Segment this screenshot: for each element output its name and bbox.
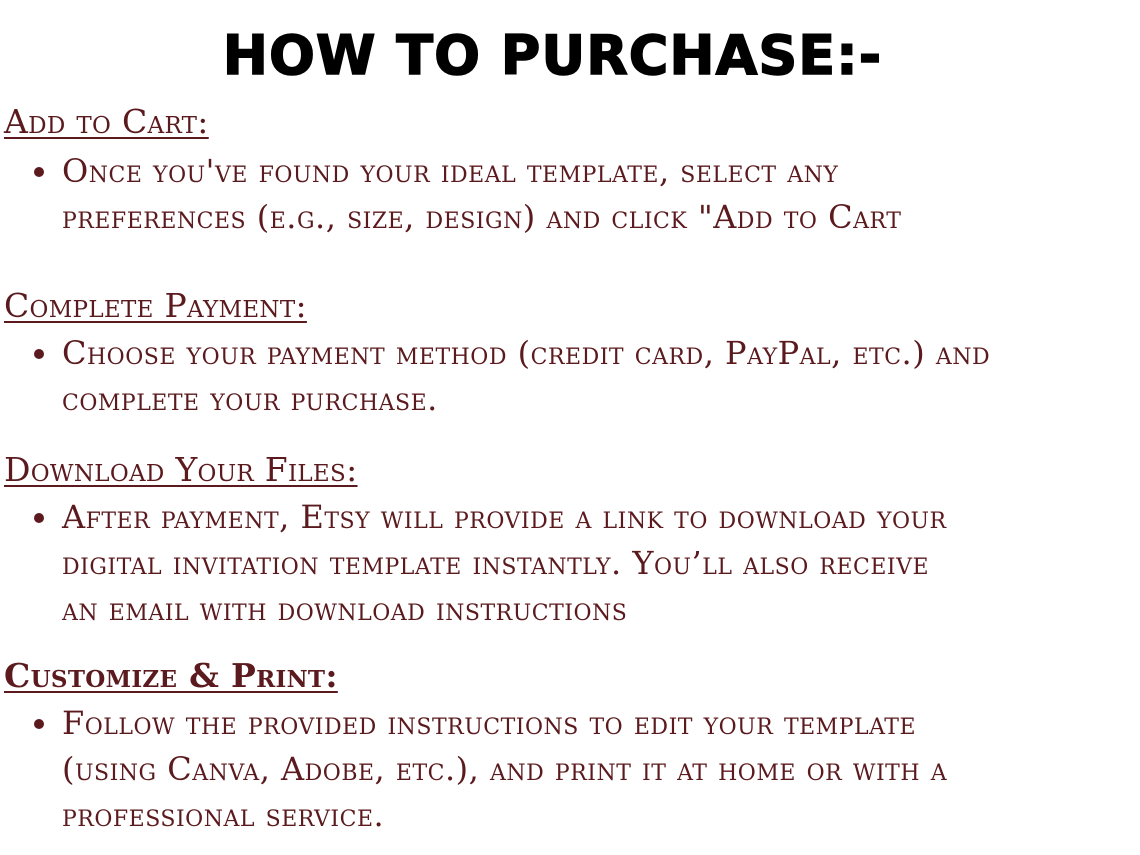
section-download-files (0, 450, 1140, 632)
bullet-dot-icon (34, 167, 44, 177)
section-complete-payment (0, 286, 1140, 422)
item-line: preferences (e.g., size, design) and click "Add to Cart (62, 198, 902, 236)
item-line: Follow the provided instructions to edit your template (62, 704, 917, 742)
section-heading: Customize & Print: (4, 656, 338, 695)
section-customize-print (0, 656, 1140, 838)
list-item (0, 700, 1140, 838)
bullet-dot-icon (34, 719, 44, 729)
list-item (0, 494, 1140, 632)
item-line: complete your purchase. (62, 380, 438, 418)
item-line: Choose your payment method (credit card, PayPal, etc.) and (62, 334, 991, 372)
bullet-dot-icon (34, 349, 44, 359)
bullet-list (0, 148, 1140, 240)
bullet-list (0, 700, 1140, 838)
section-heading: Add to Cart: (4, 102, 209, 141)
item-line: Once you've found your ideal template, select any (62, 152, 839, 190)
bullet-list (0, 494, 1140, 632)
item-line: After payment, Etsy will provide a link to download your (62, 498, 947, 536)
page-title: HOW TO PURCHASE:- (222, 24, 883, 87)
item-line: digital invitation template instantly. You’ll also receive (62, 544, 930, 582)
bullet-list (0, 330, 1140, 422)
item-line: (using Canva, Adobe, etc.), and print it at home or with a (62, 750, 948, 788)
bullet-dot-icon (34, 513, 44, 523)
item-line: an email with download instructions (62, 590, 628, 628)
list-item (0, 330, 1140, 422)
item-line: professional service. (62, 796, 385, 834)
section-add-to-cart (0, 102, 1140, 240)
list-item (0, 148, 1140, 240)
section-heading: Download Your Files: (4, 450, 358, 489)
section-heading: Complete Payment: (4, 286, 307, 325)
